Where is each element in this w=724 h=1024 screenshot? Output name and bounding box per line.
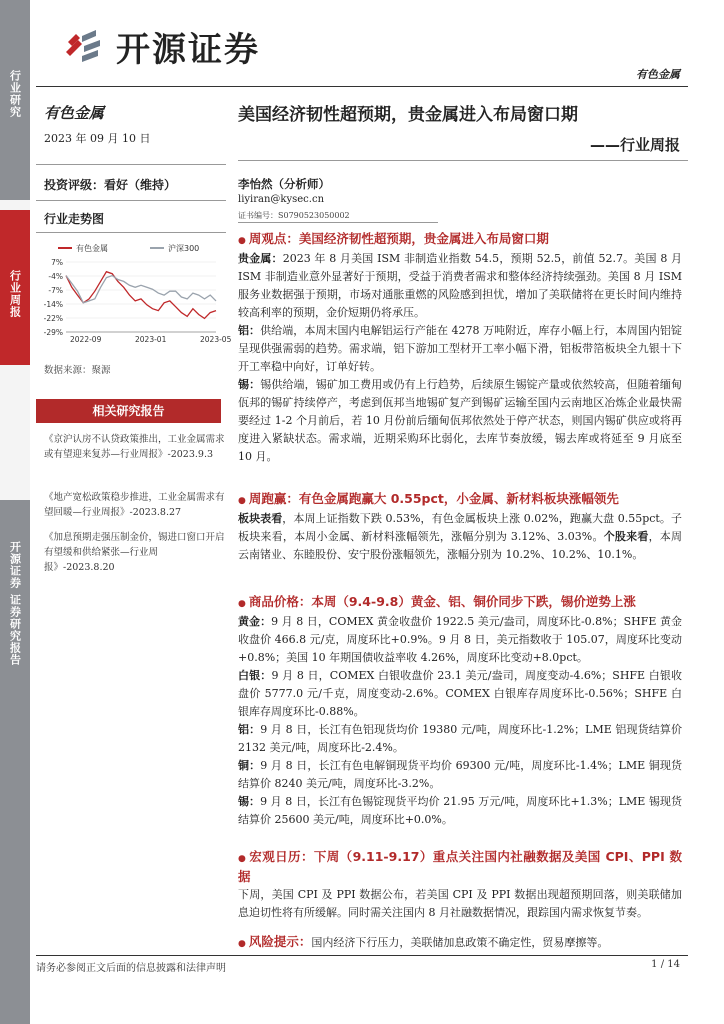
section-1-heading: 周观点：美国经济韧性超预期，贵金属进入布局窗口期 [248, 231, 549, 246]
gold-price-label: 黄金： [238, 615, 272, 628]
risk-heading: 风险提示： [248, 934, 312, 949]
page-number: 1 / 14 [651, 959, 680, 970]
section-4-heading: 宏观日历：下周（9.11-9.17）重点关注国内社融数据及美国 CPI、PPI 数据 [238, 849, 682, 884]
aluminum-text: 供给端，本周末国内电解铝运行产能在 4278 万吨附近，库存小幅上行，本周国内铝锭呈现供强需弱的趋势。需求端，铝下游加工型材开工率小幅下滑，铝板带箔板块全九银十下开工率稳中向好，订单好转。 [238, 324, 682, 373]
y-tick-label: -22% [43, 314, 63, 323]
logo-mark-icon [62, 22, 108, 64]
analyst-rule [238, 222, 438, 223]
related-reports-title: 相关研究报告 [36, 399, 221, 423]
header-rule [36, 86, 688, 87]
gold-price-text: 9 月 8 日，COMEX 黄金收盘价 1922.5 美元/盎司，周度环比-0.8%；SHFE 黄金收盘价 466.8 元/克，周度环比+0.9%。9 月 8 日，美元指数收于 105.07，周度环比变动+0.8%；美国 10 年期国债收益率收 4.26%，周度环比变动+8.0pct。 [238, 615, 682, 664]
analyst-cert: 证书编号：S0790523050002 [238, 211, 350, 220]
bullet-icon: ● [238, 496, 246, 506]
report-date: 2023 年 09 月 10 日 [44, 132, 151, 145]
brand-logo [62, 22, 108, 64]
section-macro-calendar [238, 848, 682, 922]
sidebar-bottom-block [0, 500, 30, 1024]
analyst-name: 李怡然（分析师） [238, 177, 330, 191]
bullet-icon: ● [238, 854, 247, 864]
silver-price-label: 白银： [238, 669, 272, 682]
series-line [66, 272, 216, 319]
risk-text: 国内经济下行压力，美联储加息政策不确定性，贸易摩擦等。 [311, 936, 609, 949]
x-tick-label: 2022-09 [70, 335, 102, 344]
sector-view-label: 板块表看 [238, 512, 283, 525]
y-tick-label: -4% [48, 272, 63, 281]
copper-price-text: 9 月 8 日，长江有色电解铜现货平均价 69300 元/吨，周度环比-1.4%；LME 铜现货结算价 8240 美元/吨，周度环比-3.2%。 [238, 759, 682, 790]
tin-label: 锡： [238, 378, 261, 391]
left-rule-3 [36, 232, 226, 233]
y-tick-label: -7% [48, 286, 63, 295]
report-subtitle: ——行业周报 [589, 136, 680, 154]
y-tick-label: -29% [43, 328, 63, 337]
sidebar [0, 0, 30, 1024]
left-rule-2 [36, 200, 226, 201]
sidebar-mid-block [0, 210, 30, 365]
section-weekly-performance [238, 490, 682, 564]
x-tick-label: 2023-05 [200, 335, 232, 344]
related-report-3[interactable]: 《加息预期走强压制金价，锡进口窗口开启有望缓和供给紧张—行业周报》-2023.8.20 [44, 532, 225, 573]
footer [36, 959, 688, 974]
sector-tag: 有色金属 [636, 68, 680, 81]
left-rule-1 [36, 164, 226, 165]
bullet-icon: ● [238, 939, 246, 949]
y-tick-label: 7% [51, 258, 63, 267]
macro-calendar-text: 下周，美国 CPI 及 PPI 数据公布，若美国 CPI 及 PPI 数据出现超预期回落，则美联储加息迫切性将有所缓解。同时需关注国内 8 月社融数据情况，跟踪国内需求恢复节奏。 [238, 888, 682, 919]
trend-chart-svg [36, 240, 232, 350]
tin-price-text: 9 月 8 日，长江有色锡锭现货平均价 21.95 万元/吨，周度环比+1.3%；LME 锡现货结算价 25600 美元/吨，周度环比+0.0%。 [238, 795, 682, 826]
related-report-1[interactable]: 《京沪认房不认贷政策推出，工业金属需求或有望迎来复苏—行业周报》-2023.9.3 [44, 434, 225, 460]
analyst-email[interactable]: liyiran@kysec.cn [238, 194, 325, 205]
data-source: 数据来源：聚源 [44, 365, 111, 376]
silver-price-text: 9 月 8 日，COMEX 白银收盘价 23.1 美元/盎司，周度变动-4.6%；SHFE 白银收盘价 5777.0 元/千克，周度变动-2.6%。COMEX 白银库存周度环比-0.56%；SHFE 白银库存周度环比-0.88%。 [238, 669, 683, 718]
report-title: 美国经济韧性超预期，贵金属进入布局窗口期 [238, 105, 578, 125]
aluminum-price-label: 铝： [238, 723, 261, 736]
stock-view-label: 个股来看 [603, 530, 649, 543]
section-risk-warning [238, 933, 682, 953]
footer-rule [36, 955, 688, 956]
section-commodity-prices [238, 593, 682, 829]
title-rule [238, 160, 688, 161]
investment-rating: 投资评级：看好（维持） [44, 178, 177, 192]
tin-price-label: 锡： [238, 795, 261, 808]
legend-label: 沪深300 [168, 244, 200, 253]
gold-label: 贵金属： [238, 252, 283, 265]
sidebar-bottom-label: 开源证券 证券研究报告 [8, 540, 22, 666]
brand-name: 开源证券 [116, 30, 260, 70]
footer-disclaimer: 请务必参阅正文后面的信息披露和法律声明 [36, 963, 226, 974]
trend-chart [36, 240, 232, 350]
tin-text: 锡供给端，锡矿加工费用或仍有上行趋势，后续原生锡锭产量或依然较高，但随着缅甸佤邦的锡矿持续停产，考虑到佤邦当地锡矿复产到锡矿运输至国内云南地区冶炼企业最快需要经过 1-2 个月前后，若 10 月份前后缅甸佤邦依然处于停产状态，则国内锡矿供应或将再度进入紧缺状态。需求端，近期采购环比弱化，去库节奏放缓，锡去库或将延至 9 月底至 10 月。 [238, 378, 683, 463]
copper-price-label: 铜： [238, 759, 261, 772]
y-tick-label: -14% [43, 300, 63, 309]
bullet-icon: ● [238, 599, 246, 609]
section-3-heading: 商品价格：本周（9.4-9.8）黄金、铝、铜价同步下跌，锡价逆势上涨 [248, 594, 636, 609]
section-2-heading: 周跑赢：有色金属跑赢大 0.55pct，小金属、新材料板块涨幅领先 [248, 491, 619, 506]
stock-view-text: ，本周云南锗业、东睦股份、安宁股份涨幅领先，涨幅分别为 10.2%、10.2%、10.1%。 [238, 530, 683, 561]
sidebar-top-label: 行业研究 [8, 70, 22, 118]
aluminum-price-text: 9 月 8 日，长江有色铝现货均价 19380 元/吨，周度环比-1.2%；LME 铝现货结算价 2132 美元/吨，周度环比-2.4%。 [238, 723, 682, 754]
legend-label: 有色金属 [76, 244, 108, 253]
aluminum-label: 铝： [238, 324, 261, 337]
x-tick-label: 2023-01 [135, 335, 167, 344]
related-report-2[interactable]: 《地产宽松政策稳步推进，工业金属需求有望回暖—行业周报》-2023.8.27 [44, 492, 225, 518]
sector-view-text: ，本周上证指数下跌 0.53%，有色金属板块上涨 0.02%，跑赢大盘 0.55pct。子板块来看，本周小金属、新材料涨幅领先，涨幅分别为 3.12%、3.03%。 [238, 512, 682, 543]
sidebar-mid-label: 行业周报 [8, 270, 22, 318]
left-sector: 有色金属 [44, 104, 105, 122]
bullet-icon: ● [238, 236, 246, 246]
trend-title: 行业走势图 [44, 212, 105, 226]
gold-text: 2023 年 8 月美国 ISM 非制造业指数 54.5，预期 52.5，前值 52.7。美国 8 月 ISM 非制造业意外显著好于预期，受益于消费者需求和整体经济持续强劲。美国 8 月 ISM 服务业数据强于预期，市场对通胀重燃的风险感到担忧，增加了美联储将在更长时间内维持较高利率的预期，金价短期仍将承压。 [238, 252, 683, 319]
sidebar-top-block [0, 0, 30, 200]
section-weekly-view [238, 230, 682, 466]
